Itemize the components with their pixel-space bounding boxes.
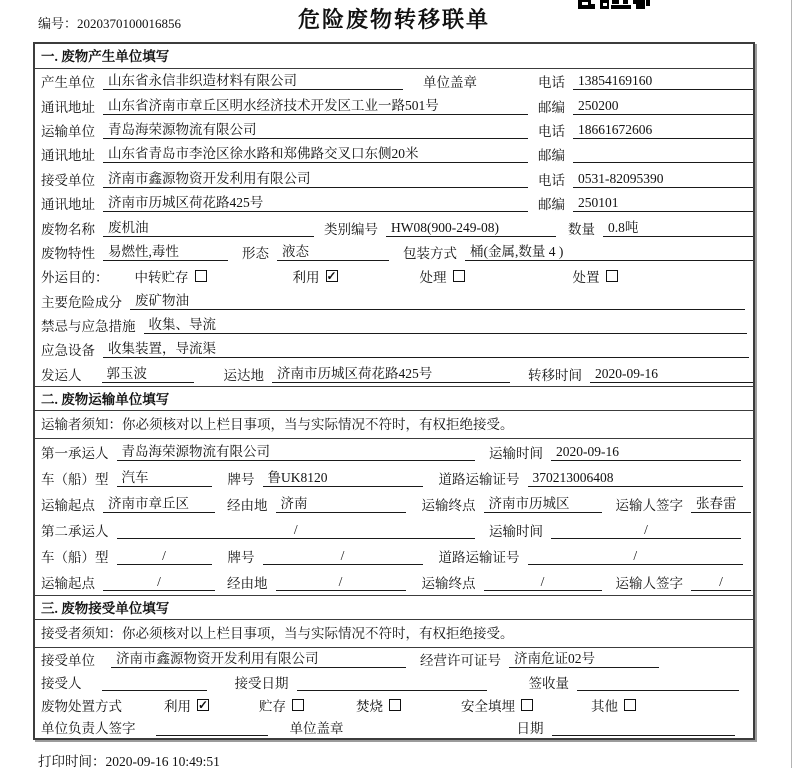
section1-header: 一. 废物产生单位填写 <box>35 44 753 69</box>
responsible-sign-label: 单位负责人签字 <box>41 721 136 737</box>
addr2-value: 山东省青岛市李沧区徐水路和郑佛路交叉口东侧20米 <box>103 145 528 163</box>
serial-value: 2020370100016856 <box>77 16 182 31</box>
receiver-value: 济南市鑫源物资开发利用有限公司 <box>103 170 528 188</box>
transporter-label: 运输单位 <box>41 123 95 139</box>
disposal-incinerate-label: 焚烧 <box>356 698 383 714</box>
row-waste-character <box>35 240 753 264</box>
form-value: 液态 <box>277 243 389 261</box>
vehicle2-label: 车（船）型 <box>41 550 109 566</box>
origin1-label: 运输起点 <box>41 498 95 514</box>
form-label: 形态 <box>242 245 269 261</box>
hazard-label: 主要危险成分 <box>41 294 122 310</box>
row-waste-name <box>35 215 753 239</box>
via2-label: 经由地 <box>227 576 268 592</box>
via1-value: 济南 <box>276 495 406 513</box>
permit2-value: / <box>528 547 744 565</box>
row-transporter <box>35 118 753 142</box>
origin2-value: / <box>103 573 215 591</box>
addr1-label: 通讯地址 <box>41 99 95 115</box>
disposal-option-other <box>591 695 636 715</box>
category-label: 类别编号 <box>324 221 378 237</box>
purpose-dispose-label: 处置 <box>572 270 600 286</box>
addr3-value: 济南市历城区荷花路425号 <box>103 194 528 212</box>
disposal-option-incinerate <box>356 695 401 715</box>
responsible-sign-value <box>156 718 268 736</box>
purpose-treat-label: 处理 <box>419 270 447 286</box>
waste-name-value: 废机油 <box>103 219 314 237</box>
disposal-recycle-label: 利用 <box>164 698 191 714</box>
qty-value: 0.8吨 <box>603 219 753 237</box>
end1-value: 济南市历城区 <box>484 495 602 513</box>
time2-label: 运输时间 <box>489 524 543 540</box>
purpose-treat-checkbox <box>453 270 465 282</box>
zip3-label: 邮编 <box>538 197 565 213</box>
print-time <box>38 750 220 770</box>
row-receiving-unit <box>35 648 753 671</box>
row-producer <box>35 69 753 93</box>
receiver-label: 接受单位 <box>41 172 95 188</box>
transfer-date-label: 转移时间 <box>528 367 582 383</box>
receiving-unit-value: 济南市鑫源物资开发利用有限公司 <box>111 650 406 668</box>
zip1-label: 邮编 <box>538 99 565 115</box>
disposal-other-checkbox <box>624 699 636 711</box>
addr3-label: 通讯地址 <box>41 197 95 213</box>
phone3-label: 电话 <box>538 172 565 188</box>
row-receiver-address <box>35 191 753 215</box>
producer-label: 产生单位 <box>41 75 95 91</box>
packing-label: 包装方式 <box>403 245 457 261</box>
row-producer-address <box>35 93 753 117</box>
carrier1-value: 青岛海荣源物流有限公司 <box>117 443 476 461</box>
disposal-landfill-checkbox <box>521 699 533 711</box>
phone3-value: 0531-82095390 <box>573 170 753 188</box>
row-first-carrier <box>35 439 753 465</box>
person-label: 接受人 <box>41 675 82 691</box>
print-time-value: 2020-09-16 10:49:51 <box>105 754 220 769</box>
zip1-value: 250200 <box>573 97 753 115</box>
purpose-option-storage <box>135 266 207 286</box>
zip2-label: 邮编 <box>538 148 565 164</box>
serial-label: 编号： <box>38 16 78 31</box>
disposal-landfill-label: 安全填埋 <box>461 698 515 714</box>
character-value: 易燃性,毒性 <box>103 243 228 261</box>
phone1-label: 电话 <box>538 75 565 91</box>
purpose-label: 外运目的： <box>41 270 109 286</box>
section-receiver <box>35 595 753 738</box>
taboo-label: 禁忌与应急措施 <box>41 319 136 335</box>
category-value: HW08(900-249-08) <box>386 219 556 237</box>
page-edge-line <box>791 0 792 768</box>
time1-label: 运输时间 <box>489 446 543 462</box>
carrier2-value: / <box>117 521 476 539</box>
sign1-value: 张春雷 <box>691 495 751 513</box>
taboo-value: 收集、导流 <box>144 316 748 334</box>
origin2-label: 运输起点 <box>41 576 95 592</box>
row-transporter-address <box>35 142 753 166</box>
receive-date-label: 接受日期 <box>234 675 289 691</box>
vehicle1-label: 车（船）型 <box>41 472 109 488</box>
unit-seal-label: 单位盖章 <box>423 75 477 91</box>
purpose-storage-label: 中转贮存 <box>134 270 189 286</box>
end2-value: / <box>484 573 602 591</box>
purpose-option-treat <box>420 266 465 286</box>
disposal-option-recycle <box>164 695 209 715</box>
manifest-form <box>33 42 755 740</box>
disposal-storage-checkbox <box>292 699 304 711</box>
zip2-value <box>573 145 753 163</box>
section2-header: 二. 废物运输单位填写 <box>35 386 753 411</box>
receive-date-value <box>297 673 487 691</box>
disposal-option-storage <box>259 695 304 715</box>
row-second-carrier <box>35 517 753 543</box>
row-disposal-method <box>35 693 753 716</box>
row-purpose <box>35 264 753 288</box>
disposal-option-landfill <box>461 695 533 715</box>
hazard-value: 废矿物油 <box>130 292 745 310</box>
disposal-other-label: 其他 <box>591 698 618 714</box>
end2-label: 运输终点 <box>421 576 476 592</box>
row-receiving-person <box>35 671 753 694</box>
qr-code-fragment <box>578 0 650 10</box>
row-responsible-sign <box>35 716 753 739</box>
vehicle1-value: 汽车 <box>117 469 212 487</box>
addr2-label: 通讯地址 <box>41 148 95 164</box>
dest-label: 运达地 <box>223 367 264 383</box>
dest-value: 济南市历城区荷花路425号 <box>272 365 510 383</box>
section-producer <box>35 44 753 386</box>
person-value <box>102 673 207 691</box>
carrier2-label: 第二承运人 <box>41 524 109 540</box>
plate1-value: 鲁UK8120 <box>263 469 423 487</box>
date-label: 日期 <box>516 721 544 737</box>
waste-name-label: 废物名称 <box>41 221 95 237</box>
via1-label: 经由地 <box>227 498 268 514</box>
sign1-label: 运输人签字 <box>615 498 683 514</box>
purpose-recycle-checkbox: ✓ <box>326 269 337 284</box>
page-title: 危险废物转移联单 <box>297 7 490 32</box>
row-hazard-component <box>35 289 753 313</box>
time2-value: / <box>551 521 741 539</box>
purpose-recycle-label: 利用 <box>292 270 320 286</box>
time1-value: 2020-09-16 <box>551 443 741 461</box>
row-vehicle2 <box>35 543 753 569</box>
license-label: 经营许可证号 <box>420 653 501 669</box>
permit2-label: 道路运输证号 <box>438 550 520 566</box>
consignor-value: 郭玉波 <box>102 365 194 383</box>
purpose-option-recycle <box>293 266 338 286</box>
disposal-label: 废物处置方式 <box>41 698 122 714</box>
purpose-dispose-checkbox <box>606 270 618 282</box>
equipment-value: 收集装置，导流渠 <box>103 340 749 358</box>
phone1-value: 13854169160 <box>573 72 753 90</box>
plate2-value: / <box>263 547 423 565</box>
disposal-storage-label: 贮存 <box>259 698 286 714</box>
phone2-value: 18661672606 <box>573 121 753 139</box>
amount-label: 签收量 <box>528 675 569 691</box>
disposal-recycle-checkbox: ✓ <box>198 697 209 712</box>
permit1-label: 道路运输证号 <box>438 472 520 488</box>
plate1-label: 牌号 <box>227 472 255 488</box>
carrier1-label: 第一承运人 <box>41 446 109 462</box>
row-route1 <box>35 491 753 517</box>
license-value: 济南危证02号 <box>509 650 659 668</box>
date-value <box>552 718 736 736</box>
unit-seal2-label: 单位盖章 <box>289 721 344 737</box>
packing-value: 桶(金属,数量 4 ) <box>465 243 753 261</box>
row-route2 <box>35 569 753 595</box>
character-label: 废物特性 <box>41 245 95 261</box>
producer-value: 山东省永信非织造材料有限公司 <box>103 72 403 90</box>
sign2-value: / <box>691 573 751 591</box>
row-taboo-measures <box>35 313 753 337</box>
permit1-value: 370213006408 <box>528 469 744 487</box>
print-time-label: 打印时间： <box>38 754 106 769</box>
row-consignor <box>35 362 753 386</box>
phone2-label: 电话 <box>538 123 565 139</box>
sign2-label: 运输人签字 <box>615 576 683 592</box>
equipment-label: 应急设备 <box>41 343 95 359</box>
purpose-storage-checkbox <box>195 270 207 282</box>
consignor-label: 发运人 <box>41 367 82 383</box>
amount-value <box>577 673 739 691</box>
row-receiver <box>35 167 753 191</box>
transfer-date-value: 2020-09-16 <box>590 365 753 383</box>
receiver-notice: 接受者须知：你必须核对以上栏目事项，当与实际情况不符时，有权拒绝接受。 <box>35 620 753 648</box>
qty-label: 数量 <box>568 221 595 237</box>
transporter-notice: 运输者须知：你必须核对以上栏目事项，当与实际情况不符时，有权拒绝接受。 <box>35 411 753 439</box>
section3-header: 三. 废物接受单位填写 <box>35 595 753 620</box>
purpose-option-dispose <box>573 266 618 286</box>
section-transporter <box>35 386 753 595</box>
disposal-incinerate-checkbox <box>389 699 401 711</box>
addr1-value: 山东省济南市章丘区明水经济技术开发区工业一路501号 <box>103 97 528 115</box>
vehicle2-value: / <box>117 547 212 565</box>
transporter-value: 青岛海荣源物流有限公司 <box>103 121 528 139</box>
receiving-unit-label: 接受单位 <box>41 653 95 669</box>
via2-value: / <box>276 573 406 591</box>
end1-label: 运输终点 <box>421 498 476 514</box>
row-vehicle1 <box>35 465 753 491</box>
zip3-value: 250101 <box>573 194 753 212</box>
row-emergency-equipment <box>35 337 753 361</box>
origin1-value: 济南市章丘区 <box>103 495 215 513</box>
plate2-label: 牌号 <box>227 550 255 566</box>
